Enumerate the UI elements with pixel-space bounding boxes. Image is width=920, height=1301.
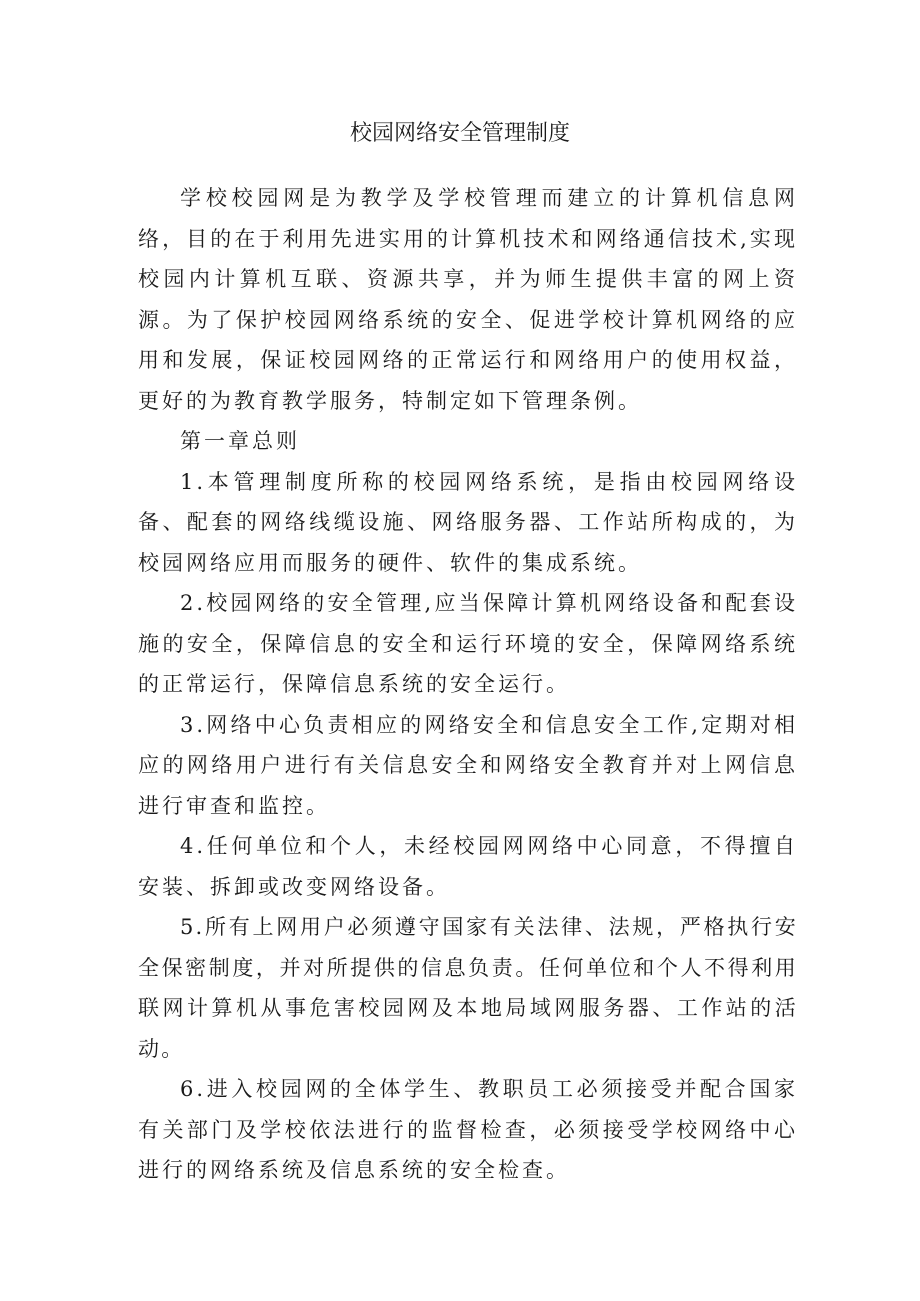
intro-paragraph: 学校校园网是为教学及学校管理而建立的计算机信息网络，目的在于利用先进实用的计算机技术和网络通信技术,实现校园内计算机互联、资源共享，并为师生提供丰富的网上资源。为了保护校园网络系统的安全、促进学校计算机网络的应用和发展，保证校园网络的正常运行和网络用户的使用权益，更好的为教育教学服务，特制定如下管理条例。 — [138, 186, 798, 413]
article-2-paragraph: 2.校园网络的安全管理,应当保障计算机网络设备和配套设施的安全，保障信息的安全和运行环境的安全，保障网络系统的正常运行，保障信息系统的安全运行。 — [138, 591, 798, 696]
chapter-heading: 第一章总则 — [180, 429, 300, 453]
document-body — [138, 178, 798, 1191]
document-title: 校园网络安全管理制度 — [349, 121, 570, 146]
article-4-paragraph: 4.任何单位和个人，未经校园网网络中心同意，不得擅自安装、拆卸或改变网络设备。 — [138, 834, 798, 899]
article-3-paragraph: 3.网络中心负责相应的网络安全和信息安全工作,定期对相应的网络用户进行有关信息安全和网络安全教育并对上网信息进行审查和监控。 — [138, 712, 798, 818]
article-1-paragraph: 1.本管理制度所称的校园网络系统，是指由校园网络设备、配套的网络线缆设施、网络服务器、工作站所构成的，为校园网络应用而服务的硬件、软件的集成系统。 — [138, 469, 798, 575]
article-5-paragraph: 5.所有上网用户必须遵守国家有关法律、法规，严格执行安全保密制度，并对所提供的信息负责。任何单位和个人不得利用联网计算机从事危害校园网及本地局域网服务器、工作站的活动。 — [138, 915, 798, 1061]
article-6-paragraph: 6.进入校园网的全体学生、教职员工必须接受并配合国家有关部门及学校依法进行的监督检查，必须接受学校网络中心进行的网络系统及信息系统的安全检查。 — [138, 1077, 798, 1182]
